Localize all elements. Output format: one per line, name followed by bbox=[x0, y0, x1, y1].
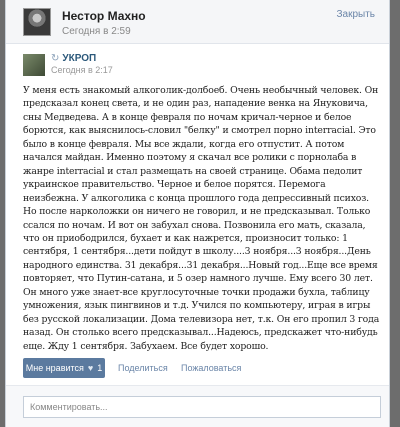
like-button[interactable] bbox=[23, 358, 105, 378]
complain-button[interactable]: Пожаловаться bbox=[181, 363, 242, 373]
group-name[interactable] bbox=[51, 53, 96, 64]
share-button[interactable]: Поделиться bbox=[118, 363, 168, 373]
close-button[interactable]: Закрыть bbox=[336, 9, 375, 20]
like-label: Мне нравится bbox=[25, 363, 84, 373]
post-text: У меня есть знакомый алкоголик-долбоеб. Очень необычный человек. Он предсказал конец света, и не один раз, нападение венка на Януковича, сны Медведева. А в конце февраля по ночам кричал-черное и белое борются, как выяснилось-словил "белку" и смотрел порно interracial. Это было в конце февраля. Мы все ждали, когда его отпустит. А потом начался майдан. Именно поэтому я скачал все ролики с порнолаба в жанре interracial и стал размещать на своей странице. Обама педолит украинское правительство. Черное и белое порятся. Перемога неизбежна. У алкоголика с конца прошлого года депрессивный психоз. Но после нарколожки он ничего не говорил, и не предсказывал. Только ссался по ночам. И вот он забухал снова. Позвонила его мать, сказала, что он приободрился, бухает и как нажрется, произносит только: 1 сентября, 1 сентября...дети пойдут в школу....3 ноября...3 ноября...День народного единства. 31 декабря...31 декабря...Новый год...Еще все время повторяет, что Путин-сатана, и 5 озер намного лучше. Ему всего 30 лет. Он много уже знает-все круглосуточные точки продажи бухла, таблицу умножения, язык пингвинов и т.д. Учился по компьютеру, играя в игры без русской локализации. Дома телевизора нет, т.к. Он его пропил 3 года назад. Он столько всего предсказывал...Надеюсь, предскажет что-нибудь еще. Жду 1 сентября. Забухаем. Все будет хорошо. bbox=[23, 85, 380, 352]
post-window bbox=[5, 0, 390, 427]
group-avatar[interactable] bbox=[23, 54, 45, 76]
heart-icon: ♥ bbox=[87, 363, 94, 373]
author-name[interactable]: Нестор Махно bbox=[62, 9, 146, 23]
post-actions bbox=[23, 358, 381, 378]
post-time[interactable]: Сегодня в 2:59 bbox=[62, 26, 131, 37]
comment-area bbox=[6, 386, 389, 427]
group-post-time[interactable]: Сегодня в 2:17 bbox=[51, 65, 113, 75]
author-avatar[interactable] bbox=[23, 8, 51, 36]
post-header bbox=[6, 0, 389, 44]
like-count: 1 bbox=[97, 363, 103, 373]
repost-icon: ↻ bbox=[51, 53, 60, 64]
comment-input[interactable]: Комментировать... bbox=[23, 396, 381, 418]
group-name-label[interactable]: УКРОП bbox=[62, 53, 97, 64]
